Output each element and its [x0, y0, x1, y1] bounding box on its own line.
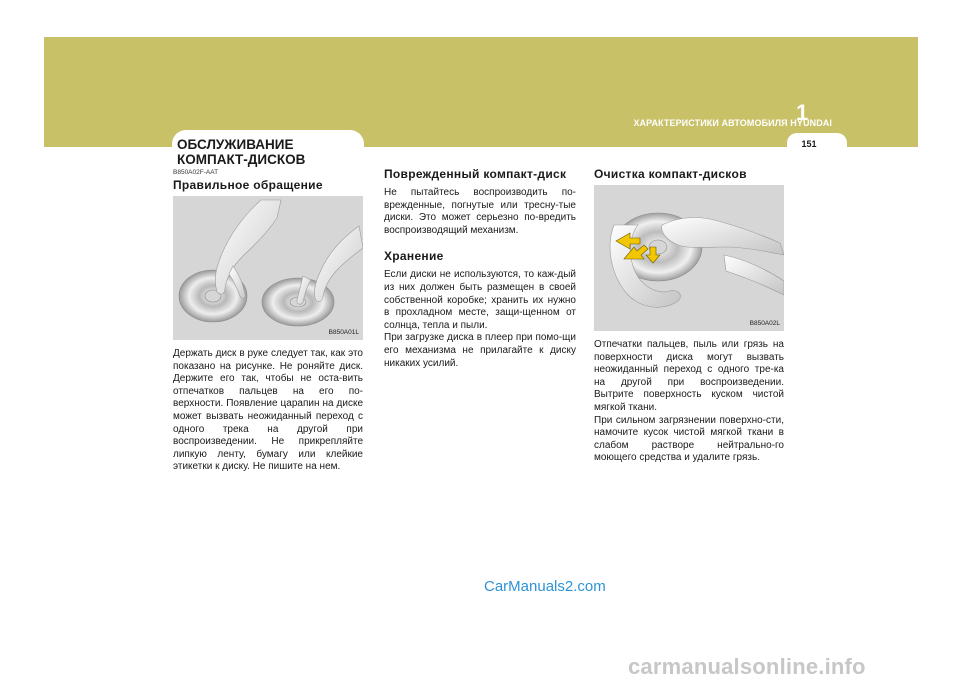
left-heading: Правильное обращение — [173, 178, 323, 192]
cleaning-disc-svg — [594, 185, 784, 331]
right-text-heavy-dirt: При сильном загрязнении поверхно-сти, намочите кусок чистой мягкой ткани в слабом растворе нейтрально-го моющего средства и удалите грязь. — [594, 414, 784, 464]
image-code-right: B850A02L — [749, 320, 780, 327]
page-number: 151 — [801, 139, 817, 149]
hands-holding-discs-illustration — [173, 196, 363, 340]
chapter-number: 1 — [796, 100, 809, 125]
watermark-carmanuals2: CarManuals2.com — [484, 578, 606, 595]
watermark-carmanualsonline: carmanualsonline.info — [628, 654, 866, 679]
section-title-line2: КОМПАКТ-ДИСКОВ — [177, 152, 306, 167]
hands-discs-svg — [173, 196, 363, 340]
middle-heading-damaged: Поврежденный компакт-диск — [384, 167, 567, 181]
middle-heading-storage: Хранение — [384, 249, 444, 264]
image-code-left: B850A01L — [328, 329, 359, 336]
middle-text-loading: При загрузке диска в плеер при помо-щи его механизма не прилагайте к диску никаких усилий. — [384, 332, 576, 369]
section-tab — [172, 130, 364, 170]
page-tab — [787, 133, 847, 153]
section-title — [177, 137, 362, 167]
right-column — [594, 167, 784, 465]
right-text-fingerprints: Отпечатки пальцев, пыль или грязь на поверхности диска могут вызвать неожиданный переход с одного тре-ка на другой при воспроизведении. Вытрите поверхность куском чистой мягкой ткани. — [594, 339, 784, 413]
middle-text-storage: Если диски не используются, то каж-дый из них должен быть размещен в своей собственной коробке; хранить их нужно в прохладном месте, защи-щенном от солнца, тепла и пыли. — [384, 269, 576, 331]
middle-column — [384, 167, 576, 370]
left-body-text: Держать диск в руке следует так, как это показано на рисунке. Не роняйте диск. Держите его так, чтобы не оста-вить отпечатков пальцев на его по-верхности. Появление царапин на диске может вызвать неожиданный переход с одного трека на другой при воспроизведении. Не прикрепляйте липкую ленту, бумагу или клейкие этикетки к диску. Не пишите на нем. — [173, 348, 363, 473]
section-title-line1: ОБСЛУЖИВАНИЕ — [177, 137, 294, 152]
cleaning-disc-illustration — [594, 185, 784, 331]
header-band — [44, 37, 918, 147]
right-heading: Очистка компакт-дисков — [594, 167, 747, 181]
left-column — [173, 170, 363, 474]
middle-text-damaged: Не пытайтесь воспроизводить по-врежденные, погнутые или тресну-тые диски. Это может серьезно по-вредить воспроизводящий механизм. — [384, 187, 576, 236]
chapter-title: ХАРАКТЕРИСТИКИ АВТОМОБИЛЯ HYUNDAI — [633, 118, 832, 128]
section-code: B850A02F-AAT — [173, 169, 219, 176]
